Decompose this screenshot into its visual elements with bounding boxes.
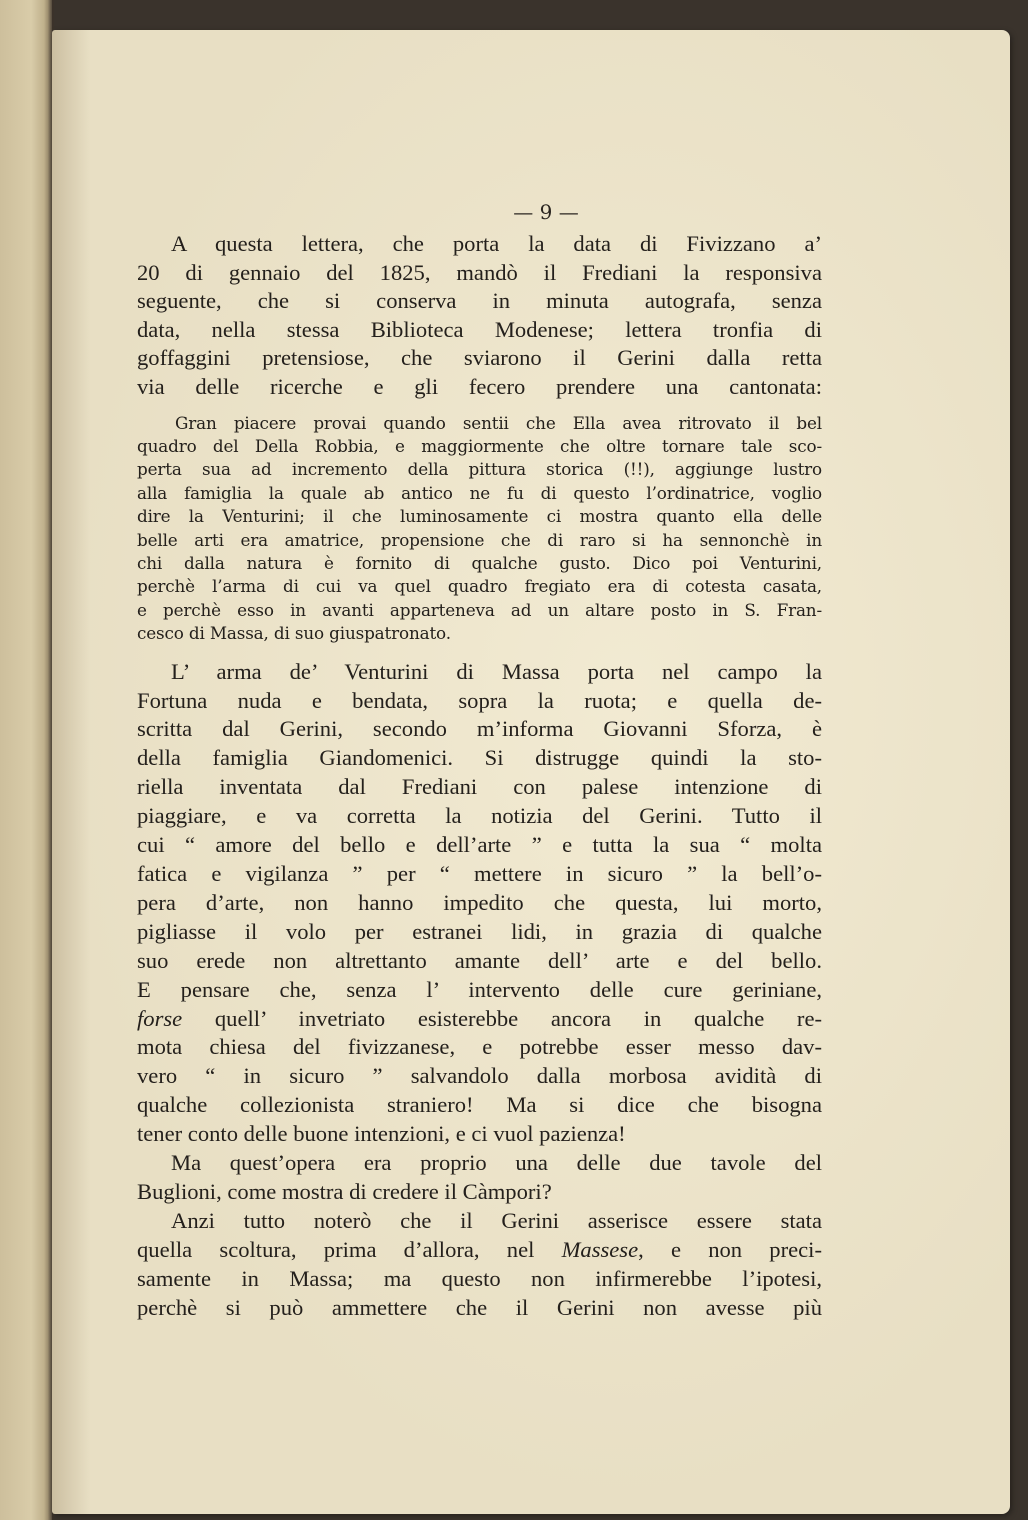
- page-text: [137, 230, 822, 1322]
- text-line: data, nella stessa Biblioteca Modenese; lettera tronfia di: [137, 316, 822, 342]
- text-line: cui “ amore del bello e dell’arte ” e tutta la sua “ molta: [137, 832, 822, 858]
- text-line: piaggiare, e va corretta la notizia del Gerini. Tutto il: [137, 803, 822, 829]
- quoted-letter: [137, 412, 822, 646]
- text-line: suo erede non altrettanto amante dell’ arte e del bello.: [137, 947, 822, 973]
- body-paragraph-1: [137, 658, 822, 1149]
- text-line: della famiglia Giandomenici. Si distrugge quindi la sto-: [137, 745, 822, 771]
- text-line: seguente, che si conserva in minuta autografa, senza: [137, 288, 822, 314]
- text-line: pera d’arte, non hanno impedito che questa, lui morto,: [137, 889, 822, 915]
- text-line: [137, 1005, 822, 1034]
- text-line: Buglioni, come mostra di credere il Càmpori?: [137, 1178, 552, 1204]
- text-line: Anzi tutto noterò che il Gerini asserisce essere stata: [171, 1207, 822, 1233]
- quote-line: Gran piacere provai quando sentii che Ella avea ritrovato il bel: [175, 412, 822, 433]
- quote-line: perchè l’arma di cui va quel quadro fregiato era di cotesta casata,: [137, 576, 822, 597]
- quote-line: dire la Venturini; il che luminosamente ci mostra quanto ella delle: [137, 506, 822, 527]
- page-number: — 9 —: [513, 200, 579, 224]
- text-line: goffaggini pretensiose, che sviarono il Gerini dalla retta: [137, 345, 822, 371]
- text-line: fatica e vigilanza ” per “ mettere in sicuro ” la bell’o-: [137, 860, 822, 886]
- text-line: L’ arma de’ Venturini di Massa porta nel campo la: [171, 658, 822, 684]
- book-page: [52, 30, 1010, 1514]
- text-line: Fortuna nuda e bendata, sopra la ruota; e quella de-: [137, 687, 822, 713]
- quote-line: belle arti era amatrice, propensione che di raro si ha sennonchè in: [137, 529, 822, 550]
- text-line: [137, 1236, 822, 1265]
- text-line: Ma quest’opera era proprio una delle due tavole del: [171, 1150, 822, 1176]
- intro-paragraph: [137, 230, 822, 402]
- quote-line: quadro del Della Robbia, e maggiormente che oltre tornare tale sco-: [137, 435, 822, 456]
- text-span: , e non preci-: [638, 1236, 822, 1262]
- text-span: quell’ invetriato esisterebbe ancora in qualche re-: [182, 1005, 822, 1031]
- text-line: tener conto delle buone intenzioni, e ci vuol pazienza!: [137, 1121, 626, 1147]
- quote-line: perta sua ad incremento della pittura storica (!!), aggiunge lustro: [137, 459, 822, 480]
- quote-line: e perchè esso in avanti apparteneva ad un altare posto in S. Fran-: [137, 599, 822, 620]
- italic-word: Massese: [561, 1236, 639, 1262]
- italic-word: forse: [137, 1005, 183, 1031]
- text-line: riella inventata dal Frediani con palese intenzione di: [137, 774, 822, 800]
- text-line: perchè si può ammettere che il Gerini non avesse più: [137, 1294, 822, 1320]
- text-span: quella scoltura, prima d’allora, nel: [137, 1236, 535, 1262]
- text-line: vero “ in sicuro ” salvandolo dalla morbosa avidità di: [137, 1063, 822, 1089]
- text-line: A questa lettera, che porta la data di Fivizzano a’: [171, 231, 822, 256]
- quote-line: chi dalla natura è fornito di qualche gusto. Dico poi Venturini,: [137, 553, 822, 573]
- text-line: mota chiesa del fivizzanese, e potrebbe esser messo dav-: [137, 1034, 822, 1060]
- quote-line: alla famiglia la quale ab antico ne fu di questo l’ordinatrice, voglio: [137, 482, 822, 503]
- text-line: samente in Massa; ma questo non infirmerebbe l’ipotesi,: [137, 1265, 822, 1291]
- body-paragraph-2: [137, 1149, 822, 1207]
- quote-line: cesco di Massa, di suo giuspatronato.: [137, 623, 451, 644]
- text-line: E pensare che, senza l’ intervento delle cure geriniane,: [137, 976, 822, 1002]
- text-line: via delle ricerche e gli fecero prendere una cantonata:: [137, 373, 822, 399]
- body-paragraph-3: [137, 1207, 822, 1323]
- text-line: pigliasse il volo per estranei lidi, in grazia di qualche: [137, 918, 822, 944]
- text-line: 20 di gennaio del 1825, mandò il Frediani la responsiva: [137, 259, 822, 285]
- text-line: scritta dal Gerini, secondo m’informa Giovanni Sforza, è: [137, 716, 822, 742]
- text-line: qualche collezionista straniero! Ma si dice che bisogna: [137, 1092, 822, 1118]
